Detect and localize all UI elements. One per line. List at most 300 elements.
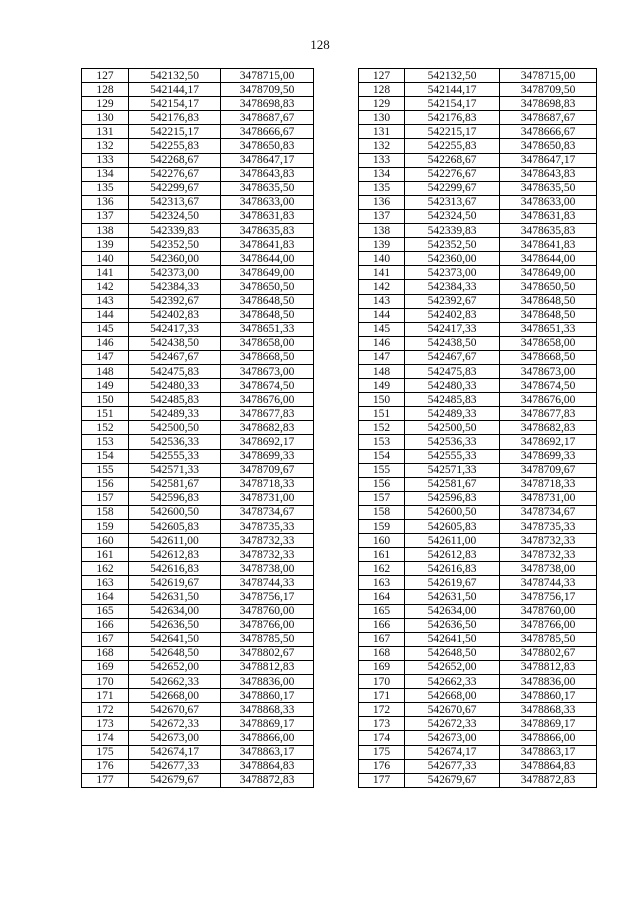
table-row [82, 491, 314, 505]
y-coordinate-cell: 3478734,67 [500, 505, 597, 519]
table-row [82, 548, 314, 562]
table-row [82, 195, 314, 209]
x-coordinate-cell: 542339,83 [405, 224, 500, 238]
table-row [82, 393, 314, 407]
table-row [359, 759, 597, 773]
y-coordinate-cell: 3478650,50 [221, 280, 314, 294]
point-number-cell: 132 [359, 139, 405, 153]
x-coordinate-cell: 542313,67 [129, 195, 221, 209]
point-number-cell: 148 [359, 364, 405, 378]
y-coordinate-cell: 3478668,50 [221, 350, 314, 364]
table-row [359, 364, 597, 378]
y-coordinate-cell: 3478872,83 [500, 773, 597, 787]
point-number-cell: 140 [82, 252, 129, 266]
y-coordinate-cell: 3478687,67 [500, 111, 597, 125]
table-row [82, 379, 314, 393]
table-row [82, 322, 314, 336]
x-coordinate-cell: 542619,67 [405, 576, 500, 590]
table-row [82, 477, 314, 491]
table-row [82, 520, 314, 534]
table-row [359, 745, 597, 759]
y-coordinate-cell: 3478677,83 [500, 407, 597, 421]
point-number-cell: 169 [359, 660, 405, 674]
table-row [82, 294, 314, 308]
x-coordinate-cell: 542384,33 [129, 280, 221, 294]
table-row [359, 435, 597, 449]
y-coordinate-cell: 3478868,33 [221, 703, 314, 717]
x-coordinate-cell: 542673,00 [129, 731, 221, 745]
point-number-cell: 159 [82, 520, 129, 534]
x-coordinate-cell: 542662,33 [405, 675, 500, 689]
point-number-cell: 131 [359, 125, 405, 139]
table-row [359, 111, 597, 125]
x-coordinate-cell: 542485,83 [129, 393, 221, 407]
table-row [359, 632, 597, 646]
x-coordinate-cell: 542402,83 [129, 308, 221, 322]
table-row [82, 618, 314, 632]
table-row [359, 548, 597, 562]
x-coordinate-cell: 542144,17 [129, 83, 221, 97]
y-coordinate-cell: 3478649,00 [500, 266, 597, 280]
x-coordinate-cell: 542467,67 [129, 350, 221, 364]
y-coordinate-cell: 3478658,00 [221, 336, 314, 350]
point-number-cell: 165 [82, 604, 129, 618]
point-number-cell: 152 [359, 421, 405, 435]
y-coordinate-cell: 3478643,83 [221, 167, 314, 181]
y-coordinate-cell: 3478718,33 [221, 477, 314, 491]
x-coordinate-cell: 542480,33 [405, 379, 500, 393]
point-number-cell: 158 [82, 505, 129, 519]
x-coordinate-cell: 542392,67 [405, 294, 500, 308]
point-number-cell: 141 [82, 266, 129, 280]
point-number-cell: 167 [359, 632, 405, 646]
point-number-cell: 156 [359, 477, 405, 491]
point-number-cell: 151 [359, 407, 405, 421]
point-number-cell: 162 [359, 562, 405, 576]
point-number-cell: 155 [82, 463, 129, 477]
x-coordinate-cell: 542299,67 [405, 181, 500, 195]
point-number-cell: 171 [359, 689, 405, 703]
y-coordinate-cell: 3478673,00 [221, 364, 314, 378]
x-coordinate-cell: 542215,17 [405, 125, 500, 139]
table-row [82, 350, 314, 364]
table-row [82, 534, 314, 548]
point-number-cell: 132 [82, 139, 129, 153]
point-number-cell: 176 [82, 759, 129, 773]
table-row [359, 322, 597, 336]
x-coordinate-cell: 542268,67 [405, 153, 500, 167]
point-number-cell: 133 [359, 153, 405, 167]
point-number-cell: 161 [359, 548, 405, 562]
x-coordinate-cell: 542555,33 [405, 449, 500, 463]
table-row [82, 604, 314, 618]
x-coordinate-cell: 542324,50 [129, 209, 221, 223]
y-coordinate-cell: 3478738,00 [221, 562, 314, 576]
table-body [82, 69, 314, 788]
x-coordinate-cell: 542555,33 [129, 449, 221, 463]
x-coordinate-cell: 542677,33 [129, 759, 221, 773]
x-coordinate-cell: 542605,83 [129, 520, 221, 534]
x-coordinate-cell: 542144,17 [405, 83, 500, 97]
y-coordinate-cell: 3478644,00 [221, 252, 314, 266]
x-coordinate-cell: 542600,50 [405, 505, 500, 519]
y-coordinate-cell: 3478692,17 [221, 435, 314, 449]
y-coordinate-cell: 3478732,33 [500, 548, 597, 562]
point-number-cell: 136 [82, 195, 129, 209]
point-number-cell: 157 [82, 491, 129, 505]
y-coordinate-cell: 3478648,50 [500, 294, 597, 308]
x-coordinate-cell: 542631,50 [405, 590, 500, 604]
table-row [82, 111, 314, 125]
table-row [359, 83, 597, 97]
x-coordinate-cell: 542417,33 [129, 322, 221, 336]
table-row [82, 266, 314, 280]
table-row [82, 745, 314, 759]
y-coordinate-cell: 3478864,83 [221, 759, 314, 773]
table-row [359, 576, 597, 590]
y-coordinate-cell: 3478635,83 [221, 224, 314, 238]
y-coordinate-cell: 3478647,17 [500, 153, 597, 167]
table-row [82, 209, 314, 223]
point-number-cell: 174 [82, 731, 129, 745]
y-coordinate-cell: 3478666,67 [221, 125, 314, 139]
point-number-cell: 163 [82, 576, 129, 590]
x-coordinate-cell: 542673,00 [405, 731, 500, 745]
x-coordinate-cell: 542634,00 [129, 604, 221, 618]
point-number-cell: 141 [359, 266, 405, 280]
point-number-cell: 145 [359, 322, 405, 336]
x-coordinate-cell: 542600,50 [129, 505, 221, 519]
point-number-cell: 167 [82, 632, 129, 646]
x-coordinate-cell: 542373,00 [405, 266, 500, 280]
table-row [359, 675, 597, 689]
y-coordinate-cell: 3478676,00 [500, 393, 597, 407]
point-number-cell: 138 [359, 224, 405, 238]
point-number-cell: 155 [359, 463, 405, 477]
y-coordinate-cell: 3478715,00 [221, 69, 314, 83]
table-row [82, 731, 314, 745]
y-coordinate-cell: 3478744,33 [221, 576, 314, 590]
point-number-cell: 134 [359, 167, 405, 181]
table-row [359, 209, 597, 223]
point-number-cell: 150 [359, 393, 405, 407]
x-coordinate-cell: 542132,50 [129, 69, 221, 83]
y-coordinate-cell: 3478666,67 [500, 125, 597, 139]
point-number-cell: 154 [359, 449, 405, 463]
table-row [359, 703, 597, 717]
table-row [359, 717, 597, 731]
table-row [82, 407, 314, 421]
y-coordinate-cell: 3478860,17 [500, 689, 597, 703]
table-row [82, 632, 314, 646]
table-body [359, 69, 597, 788]
point-number-cell: 144 [359, 308, 405, 322]
point-number-cell: 153 [82, 435, 129, 449]
x-coordinate-cell: 542215,17 [129, 125, 221, 139]
point-number-cell: 145 [82, 322, 129, 336]
x-coordinate-cell: 542480,33 [129, 379, 221, 393]
y-coordinate-cell: 3478687,67 [221, 111, 314, 125]
x-coordinate-cell: 542672,33 [405, 717, 500, 731]
table-row [359, 477, 597, 491]
y-coordinate-cell: 3478677,83 [221, 407, 314, 421]
y-coordinate-cell: 3478836,00 [221, 675, 314, 689]
y-coordinate-cell: 3478699,33 [500, 449, 597, 463]
table-row [359, 421, 597, 435]
y-coordinate-cell: 3478715,00 [500, 69, 597, 83]
y-coordinate-cell: 3478738,00 [500, 562, 597, 576]
x-coordinate-cell: 542154,17 [405, 97, 500, 111]
point-number-cell: 139 [359, 238, 405, 252]
x-coordinate-cell: 542438,50 [405, 336, 500, 350]
x-coordinate-cell: 542616,83 [405, 562, 500, 576]
table-row [359, 773, 597, 787]
table-row [82, 759, 314, 773]
y-coordinate-cell: 3478868,33 [500, 703, 597, 717]
y-coordinate-cell: 3478647,17 [221, 153, 314, 167]
point-number-cell: 138 [82, 224, 129, 238]
table-row [359, 167, 597, 181]
table-row [359, 731, 597, 745]
point-number-cell: 128 [359, 83, 405, 97]
x-coordinate-cell: 542255,83 [129, 139, 221, 153]
table-row [82, 773, 314, 787]
table-row [82, 689, 314, 703]
table-row [82, 97, 314, 111]
table-row [82, 336, 314, 350]
table-row [359, 336, 597, 350]
x-coordinate-cell: 542652,00 [129, 660, 221, 674]
table-row [359, 125, 597, 139]
point-number-cell: 160 [82, 534, 129, 548]
x-coordinate-cell: 542360,00 [405, 252, 500, 266]
y-coordinate-cell: 3478709,50 [221, 83, 314, 97]
point-number-cell: 127 [82, 69, 129, 83]
y-coordinate-cell: 3478668,50 [500, 350, 597, 364]
table-row [359, 238, 597, 252]
point-number-cell: 135 [82, 181, 129, 195]
table-row [82, 590, 314, 604]
y-coordinate-cell: 3478732,33 [221, 548, 314, 562]
point-number-cell: 139 [82, 238, 129, 252]
point-number-cell: 136 [359, 195, 405, 209]
table-row [82, 435, 314, 449]
y-coordinate-cell: 3478735,33 [221, 520, 314, 534]
y-coordinate-cell: 3478650,50 [500, 280, 597, 294]
table-row [359, 97, 597, 111]
point-number-cell: 160 [359, 534, 405, 548]
x-coordinate-cell: 542339,83 [129, 224, 221, 238]
table-row [359, 407, 597, 421]
x-coordinate-cell: 542571,33 [405, 463, 500, 477]
table-row [82, 167, 314, 181]
x-coordinate-cell: 542679,67 [129, 773, 221, 787]
point-number-cell: 149 [82, 379, 129, 393]
x-coordinate-cell: 542255,83 [405, 139, 500, 153]
y-coordinate-cell: 3478731,00 [500, 491, 597, 505]
x-coordinate-cell: 542352,50 [129, 238, 221, 252]
y-coordinate-cell: 3478785,50 [500, 632, 597, 646]
table-row [82, 139, 314, 153]
y-coordinate-cell: 3478673,00 [500, 364, 597, 378]
y-coordinate-cell: 3478635,50 [221, 181, 314, 195]
x-coordinate-cell: 542500,50 [129, 421, 221, 435]
table-row [82, 675, 314, 689]
y-coordinate-cell: 3478648,50 [500, 308, 597, 322]
x-coordinate-cell: 542662,33 [129, 675, 221, 689]
point-number-cell: 163 [359, 576, 405, 590]
y-coordinate-cell: 3478692,17 [500, 435, 597, 449]
point-number-cell: 164 [359, 590, 405, 604]
table-row [82, 83, 314, 97]
y-coordinate-cell: 3478863,17 [221, 745, 314, 759]
y-coordinate-cell: 3478633,00 [221, 195, 314, 209]
x-coordinate-cell: 542670,67 [129, 703, 221, 717]
y-coordinate-cell: 3478866,00 [221, 731, 314, 745]
x-coordinate-cell: 542634,00 [405, 604, 500, 618]
x-coordinate-cell: 542596,83 [129, 491, 221, 505]
table-row [359, 252, 597, 266]
point-number-cell: 151 [82, 407, 129, 421]
x-coordinate-cell: 542581,67 [129, 477, 221, 491]
x-coordinate-cell: 542571,33 [129, 463, 221, 477]
x-coordinate-cell: 542276,67 [405, 167, 500, 181]
table-row [359, 449, 597, 463]
point-number-cell: 131 [82, 125, 129, 139]
page-number: 128 [310, 37, 330, 52]
y-coordinate-cell: 3478649,00 [221, 266, 314, 280]
y-coordinate-cell: 3478674,50 [221, 379, 314, 393]
x-coordinate-cell: 542672,33 [129, 717, 221, 731]
y-coordinate-cell: 3478709,67 [500, 463, 597, 477]
point-number-cell: 140 [359, 252, 405, 266]
x-coordinate-cell: 542611,00 [405, 534, 500, 548]
y-coordinate-cell: 3478658,00 [500, 336, 597, 350]
point-number-cell: 133 [82, 153, 129, 167]
point-number-cell: 148 [82, 364, 129, 378]
table-row [359, 280, 597, 294]
y-coordinate-cell: 3478802,67 [500, 646, 597, 660]
table-row [82, 717, 314, 731]
x-coordinate-cell: 542648,50 [405, 646, 500, 660]
y-coordinate-cell: 3478718,33 [500, 477, 597, 491]
point-number-cell: 177 [359, 773, 405, 787]
coordinates-table-left [81, 68, 314, 788]
x-coordinate-cell: 542679,67 [405, 773, 500, 787]
point-number-cell: 165 [359, 604, 405, 618]
point-number-cell: 149 [359, 379, 405, 393]
point-number-cell: 142 [359, 280, 405, 294]
y-coordinate-cell: 3478732,33 [221, 534, 314, 548]
table-row [359, 224, 597, 238]
table-row [359, 491, 597, 505]
y-coordinate-cell: 3478760,00 [221, 604, 314, 618]
y-coordinate-cell: 3478648,50 [221, 294, 314, 308]
y-coordinate-cell: 3478766,00 [221, 618, 314, 632]
point-number-cell: 172 [82, 703, 129, 717]
x-coordinate-cell: 542652,00 [405, 660, 500, 674]
table-row [82, 181, 314, 195]
x-coordinate-cell: 542612,83 [129, 548, 221, 562]
point-number-cell: 170 [82, 675, 129, 689]
table-row [359, 590, 597, 604]
point-number-cell: 130 [82, 111, 129, 125]
x-coordinate-cell: 542536,33 [405, 435, 500, 449]
y-coordinate-cell: 3478872,83 [221, 773, 314, 787]
x-coordinate-cell: 542668,00 [405, 689, 500, 703]
x-coordinate-cell: 542402,83 [405, 308, 500, 322]
y-coordinate-cell: 3478812,83 [500, 660, 597, 674]
table-row [82, 505, 314, 519]
y-coordinate-cell: 3478836,00 [500, 675, 597, 689]
point-number-cell: 157 [359, 491, 405, 505]
table-row [82, 421, 314, 435]
point-number-cell: 128 [82, 83, 129, 97]
point-number-cell: 168 [359, 646, 405, 660]
x-coordinate-cell: 542417,33 [405, 322, 500, 336]
table-row [359, 195, 597, 209]
table-row [359, 139, 597, 153]
point-number-cell: 135 [359, 181, 405, 195]
y-coordinate-cell: 3478650,83 [500, 139, 597, 153]
table-row [359, 181, 597, 195]
x-coordinate-cell: 542313,67 [405, 195, 500, 209]
y-coordinate-cell: 3478744,33 [500, 576, 597, 590]
x-coordinate-cell: 542631,50 [129, 590, 221, 604]
x-coordinate-cell: 542668,00 [129, 689, 221, 703]
y-coordinate-cell: 3478735,33 [500, 520, 597, 534]
y-coordinate-cell: 3478869,17 [221, 717, 314, 731]
point-number-cell: 175 [82, 745, 129, 759]
x-coordinate-cell: 542581,67 [405, 477, 500, 491]
x-coordinate-cell: 542276,67 [129, 167, 221, 181]
point-number-cell: 137 [359, 209, 405, 223]
point-number-cell: 174 [359, 731, 405, 745]
table-row [82, 308, 314, 322]
table-row [359, 266, 597, 280]
x-coordinate-cell: 542485,83 [405, 393, 500, 407]
point-number-cell: 177 [82, 773, 129, 787]
point-number-cell: 166 [359, 618, 405, 632]
y-coordinate-cell: 3478641,83 [500, 238, 597, 252]
y-coordinate-cell: 3478631,83 [500, 209, 597, 223]
point-number-cell: 154 [82, 449, 129, 463]
y-coordinate-cell: 3478731,00 [221, 491, 314, 505]
x-coordinate-cell: 542596,83 [405, 491, 500, 505]
table-row [359, 534, 597, 548]
x-coordinate-cell: 542674,17 [405, 745, 500, 759]
y-coordinate-cell: 3478732,33 [500, 534, 597, 548]
y-coordinate-cell: 3478699,33 [221, 449, 314, 463]
x-coordinate-cell: 542648,50 [129, 646, 221, 660]
y-coordinate-cell: 3478651,33 [221, 322, 314, 336]
table-row [82, 252, 314, 266]
table-row [82, 280, 314, 294]
x-coordinate-cell: 542268,67 [129, 153, 221, 167]
table-row [82, 224, 314, 238]
x-coordinate-cell: 542612,83 [405, 548, 500, 562]
point-number-cell: 152 [82, 421, 129, 435]
point-number-cell: 161 [82, 548, 129, 562]
table-row [82, 69, 314, 83]
table-row [82, 703, 314, 717]
x-coordinate-cell: 542299,67 [129, 181, 221, 195]
point-number-cell: 142 [82, 280, 129, 294]
x-coordinate-cell: 542489,33 [129, 407, 221, 421]
x-coordinate-cell: 542641,50 [405, 632, 500, 646]
x-coordinate-cell: 542677,33 [405, 759, 500, 773]
y-coordinate-cell: 3478709,67 [221, 463, 314, 477]
